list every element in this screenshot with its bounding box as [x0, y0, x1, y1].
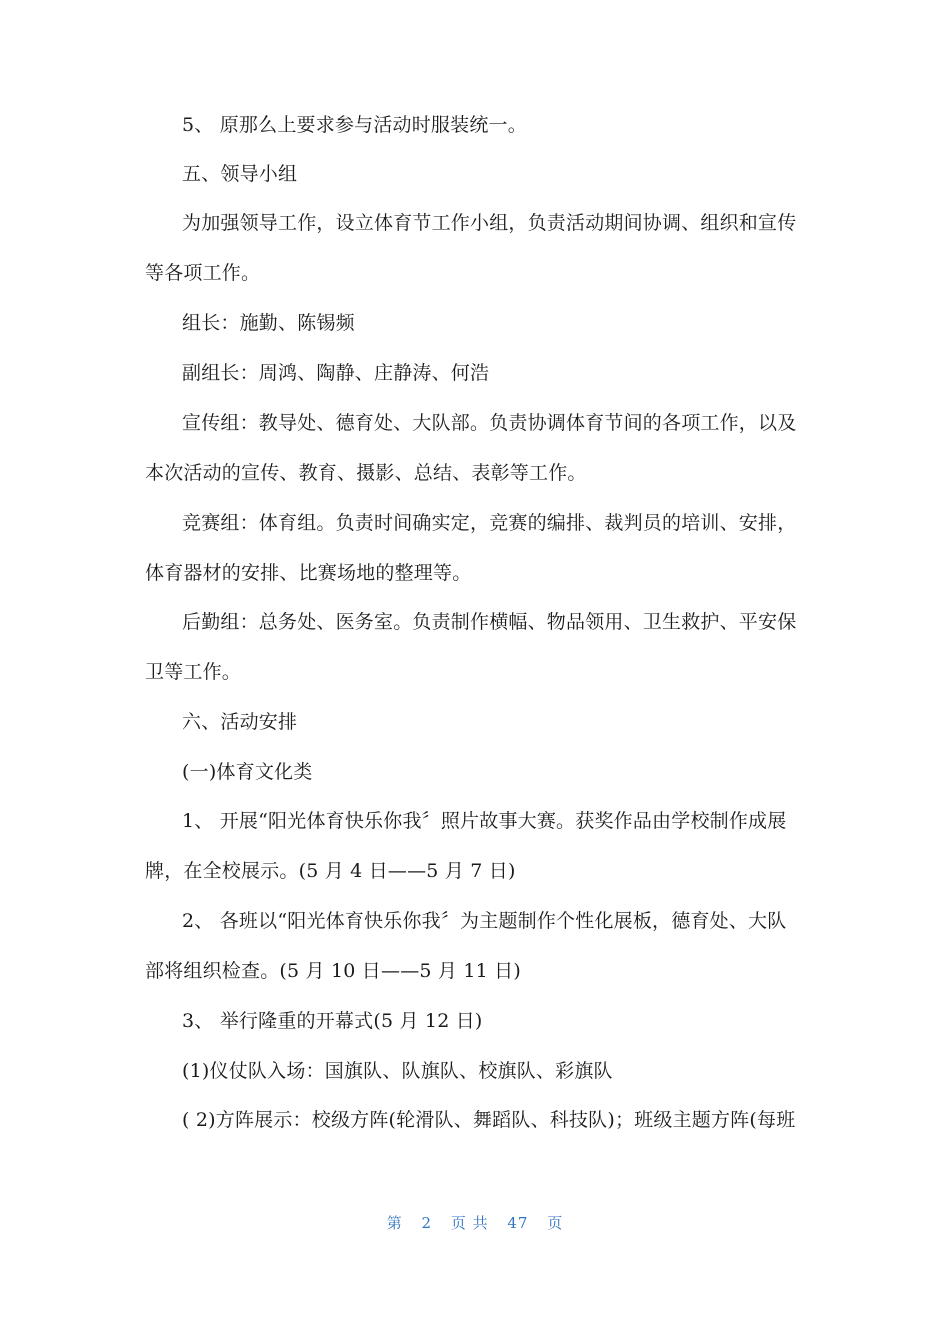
paragraph-line: 5、 原那么上要求参与活动时服装统一。 [182, 114, 527, 136]
paragraph-line: 本次活动的宣传、教育、摄影、总结、表彰等工作。 [145, 462, 587, 484]
paragraph-line: 竞赛组：体育组。负责时间确实定，竞赛的编排、裁判员的培训、安排， [182, 512, 797, 534]
paragraph-line: 1、 开展“阳光体育快乐你我〞照片故事大赛。获奖作品由学校制作成展 [182, 810, 787, 832]
page-footer [0, 1212, 950, 1233]
paragraph-line: 部将组织检查。(5 月 10 日——5 月 11 日) [145, 960, 521, 982]
subsection-heading: (一)体育文化类 [182, 761, 313, 783]
paragraph-line: ( 2)方阵展示：校级方阵(轮滑队、舞蹈队、科技队)；班级主题方阵(每班 [182, 1109, 796, 1131]
paragraph-line: 组长：施勤、陈锡频 [182, 312, 355, 334]
paragraph-line: 等各项工作。 [145, 262, 261, 284]
footer-page-label: 第 [386, 1214, 403, 1232]
footer-of-label: 页 共 [450, 1214, 489, 1232]
footer-pages-label: 页 [547, 1214, 564, 1232]
paragraph-line: 2、 各班以“阳光体育快乐你我〞为主题制作个性化展板，德育处、大队 [182, 910, 787, 932]
paragraph-line: 后勤组：总务处、医务室。负责制作横幅、物品领用、卫生救护、平安保 [182, 611, 797, 633]
paragraph-line: 3、 举行隆重的开幕式(5 月 12 日) [182, 1010, 483, 1032]
section-heading: 五、领导小组 [182, 163, 298, 185]
paragraph-line: 宣传组：教导处、德育处、大队部。负责协调体育节间的各项工作，以及 [182, 412, 797, 434]
paragraph-line: 卫等工作。 [145, 661, 242, 683]
paragraph-line: (1)仪仗队入场：国旗队、队旗队、校旗队、彩旗队 [182, 1060, 613, 1082]
paragraph-line: 为加强领导工作，设立体育节工作小组，负责活动期间协调、组织和宣传 [182, 212, 797, 234]
footer-current-page: 2 [421, 1214, 433, 1232]
section-heading: 六、活动安排 [182, 711, 298, 733]
paragraph-line: 牌，在全校展示。(5 月 4 日——5 月 7 日) [145, 860, 516, 882]
paragraph-line: 体育器材的安排、比赛场地的整理等。 [145, 562, 472, 584]
paragraph-line: 副组长：周鸿、陶静、庄静涛、何浩 [182, 362, 490, 384]
footer-total-pages: 47 [507, 1214, 529, 1232]
